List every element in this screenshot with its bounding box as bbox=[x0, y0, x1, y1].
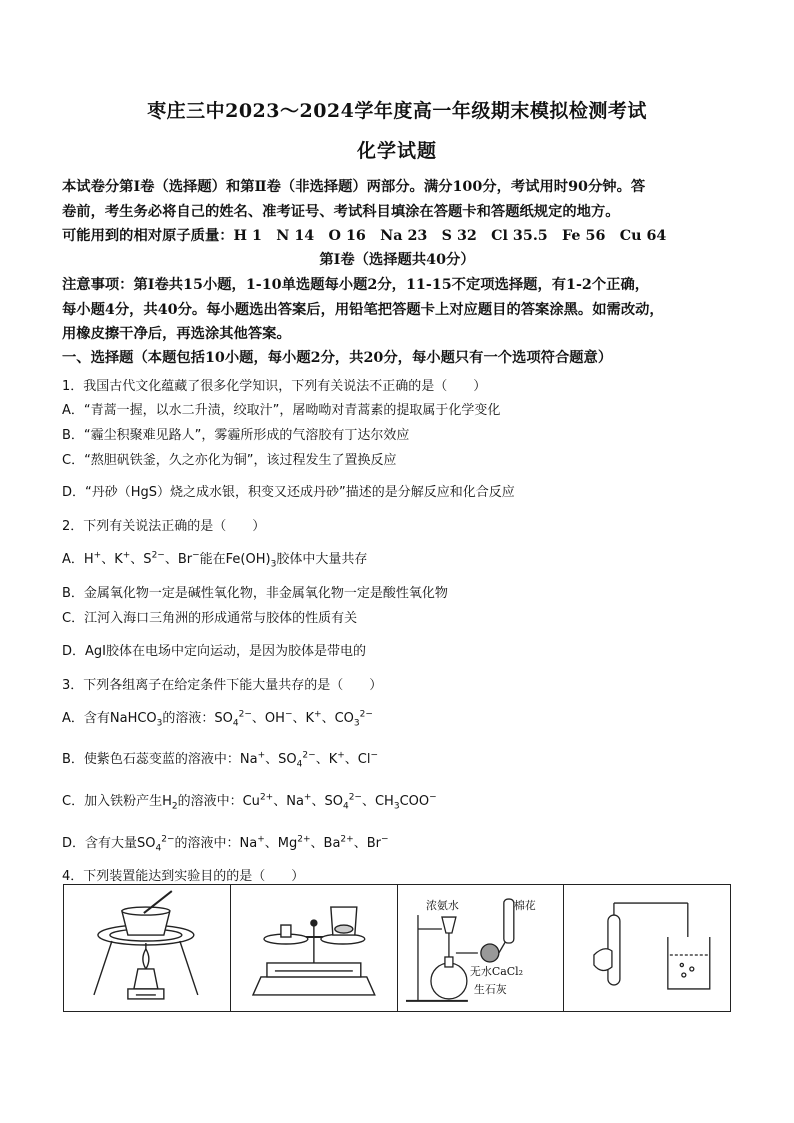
notice-line-3: 用橡皮擦干净后，再选涂其他答案。 bbox=[62, 326, 291, 342]
q1-stem: 1．我国古代文化蕴藏了很多化学知识，下列有关说法不正确的是（ ） bbox=[62, 379, 487, 394]
figure-balance bbox=[231, 885, 398, 1011]
q4-apparatus-figures bbox=[63, 884, 731, 1012]
exam-title: 枣庄三中2023～2024学年度高一年级期末模拟检测考试 bbox=[147, 100, 647, 122]
q3-option-d: D．含有大量$SO_4^{2-}$的溶液中：Na+、$Mg^{2+}$、$Ba^{2+}$、Br− bbox=[62, 834, 389, 854]
q1-option-d: D．“丹砂（HgS）烧之成水银，积变又还成丹砂”描述的是分解反应和化合反应 bbox=[62, 485, 515, 500]
q2-option-a: A．H+、K+、$S^{2-}$、Br−能在$Fe(OH)_3$胶体中大量共存 bbox=[62, 550, 368, 570]
q2-option-b: B．金属氧化物一定是碱性氧化物，非金属氧化物一定是酸性氧化物 bbox=[62, 586, 448, 601]
label-cotton: 棉花 bbox=[513, 899, 536, 913]
ammonia-apparatus-drawing bbox=[398, 885, 564, 1011]
section-1-heading: 一、选择题（本题包括10小题，每小题2分，共20分，每小题只有一个选项符合题意） bbox=[62, 350, 613, 366]
notice-line-1: 注意事项：第Ⅰ卷共15小题，1-10单选题每小题2分，11-15不定项选择题，有1-2个正确， bbox=[62, 277, 650, 293]
label-quicklime: 生石灰 bbox=[473, 982, 507, 996]
q3-option-a: A．含有NaHCO$_3$的溶液：$SO_4^{2-}$、OH−、K+、$CO_3^{2-}$ bbox=[62, 709, 373, 729]
q3-option-b: B．使紫色石蕊变蓝的溶液中：Na+、$SO_4^{2-}$、K+、Cl− bbox=[62, 750, 379, 770]
figure-evaporation bbox=[64, 885, 231, 1011]
evaporation-apparatus-drawing bbox=[64, 885, 230, 1011]
q3-stem: 3．下列各组离子在给定条件下能大量共存的是（ ） bbox=[62, 678, 383, 693]
intro-line-1: 本试卷分第Ⅰ卷（选择题）和第Ⅱ卷（非选择题）两部分。满分100分，考试用时90分钟。答 bbox=[62, 179, 646, 195]
notice-line-2: 每小题4分，共40分。每小题选出答案后，用铅笔把答题卡上对应题目的答案涂黑。如需改动， bbox=[62, 302, 664, 318]
q3-option-c: C．加入铁粉产生$H_2$的溶液中：$Cu^{2+}$、Na+、$SO_4^{2-}$、$CH_3COO^-$ bbox=[62, 792, 437, 812]
q2-stem: 2．下列有关说法正确的是（ ） bbox=[62, 519, 266, 534]
q1-option-b: B．“霾尘积聚难见路人”，雾霾所形成的气溶胶有丁达尔效应 bbox=[62, 428, 410, 443]
intro-line-2: 卷前，考生务必将自己的姓名、准考证号、考试科目填涂在答题卡和答题纸规定的地方。 bbox=[62, 204, 620, 220]
exam-subtitle: 化学试题 bbox=[356, 140, 437, 162]
gas-collection-drawing bbox=[564, 885, 730, 1011]
q2-option-d: D．AgI胶体在电场中定向运动，是因为胶体是带电的 bbox=[62, 644, 366, 659]
figure-gas-collection bbox=[564, 885, 730, 1011]
figure-ammonia-preparation bbox=[398, 885, 565, 1011]
atomic-masses: 可能用到的相对原子质量：H 1 N 14 O 16 Na 23 S 32 Cl 35.5 Fe 56 Cu 64 bbox=[62, 228, 667, 244]
label-ammonia-water: 浓氨水 bbox=[425, 899, 459, 913]
q1-option-a: A．“青蒿一握，以水二升渍，绞取汁”，屠呦呦对青蒿素的提取属于化学变化 bbox=[62, 403, 501, 418]
q4-stem: 4．下列装置能达到实验目的的是（ ） bbox=[62, 869, 305, 884]
q1-option-c: C．“熬胆矾铁釜，久之亦化为铜”，该过程发生了置换反应 bbox=[62, 453, 397, 468]
part-1-heading: 第Ⅰ卷（选择题共40分） bbox=[319, 252, 475, 268]
label-anhydrous-cacl2: 无水CaCl₂ bbox=[469, 964, 523, 978]
balance-drawing bbox=[231, 885, 397, 1011]
q2-option-c: C．江河入海口三角洲的形成通常与胶体的性质有关 bbox=[62, 611, 358, 626]
